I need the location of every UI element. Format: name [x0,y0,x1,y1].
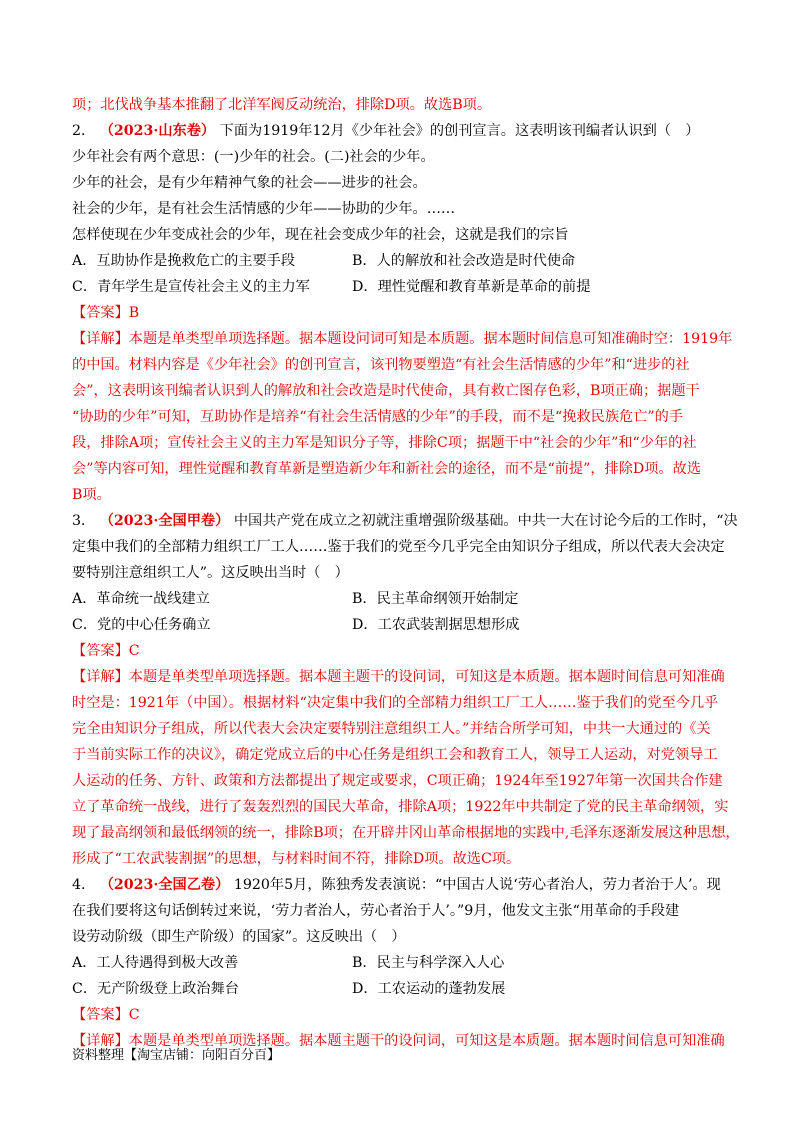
detail-line: 时空是：1921年（中国）。根据材料“决定集中我们的全部精力组织工厂工人……鉴于我们的党至今几乎 [72,695,719,711]
detail-block [72,664,740,872]
question-stem-line [72,118,732,144]
question-stem-line: 要特别注意组织工人”。这反映出当时（ ） [72,565,349,581]
material-line: 少年社会有两个意思：(一)少年的社会。(二)社会的少年。 [72,149,435,165]
question-source: （2023·全国甲卷） [99,513,230,529]
question-stem-text: 中国共产党在成立之初就注重增强阶级基础。中共一大在讨论今后的工作时，“决 [233,513,738,529]
option-a: A．革命统一战线建立 [72,591,210,607]
detail-line: 形成了“工农武装割据”的思想，与材料时间不符，排除D项。故选C项。 [72,851,521,867]
options-row [72,274,732,300]
answer-line [72,1002,732,1028]
option-b: B．民主革命纲领开始制定 [352,591,519,607]
option-c: C．党的中心任务确立 [72,617,211,633]
detail-block [72,326,732,508]
options-row [72,950,732,976]
option-c: C．青年学生是宣传社会主义的主力军 [72,279,310,295]
detail-line: 于当前实际工作的决议》，确定党成立后的中心任务是组织工会和教育工人，领导工人运动，对党领导工 [72,747,718,763]
option-b: B．人的解放和社会改造是时代使命 [352,253,576,269]
option-b: B．民主与科学深入人心 [352,955,505,971]
answer-label: 【答案】 [72,643,129,659]
detail-text: 本题是单类型单项选择题。据本题主题干的设问词，可知这是本质题。据本题时间信息可知准确 [128,669,725,685]
detail-line: 会”，这表明该刊编者认识到人的解放和社会改造是时代使命，具有救亡图存色彩，B项正确；据题干 [72,383,700,399]
question-4 [72,872,732,1054]
question-stem-line: 设劳动阶级（即生产阶级）的国家”。这反映出（ ） [72,929,406,945]
answer-value: C [128,643,140,659]
detail-line: B项。 [72,487,111,503]
detail-text: 本题是单类型单项选择题。据本题设问词可知是本质题。据本题时间信息可知准确时空：1919年 [128,331,733,347]
question-stem-text: 下面为1919年12月《少年社会》的创刊宣言。这表明该刊编者认识到（ ） [219,123,700,139]
options-row [72,976,732,1002]
detail-line: 段，排除A项；宣传社会主义的主力军是知识分子等，排除C项；据题干中“社会的少年”和“少年的社 [72,435,697,451]
question-number: 3． [72,513,96,529]
question-number: 4． [72,877,96,893]
options-row [72,586,732,612]
option-c: C．无产阶级登上政治舞台 [72,981,239,997]
material-line: 社会的少年，是有社会生活情感的少年——协助的少年。…… [72,201,456,217]
answer-value: B [128,305,140,321]
answer-label: 【答案】 [72,1007,129,1023]
detail-line: 会”等内容可知，理性觉醒和教育革新是塑造新少年和新社会的途径，而不是“前提”，排除D项。故选 [72,461,702,477]
option-d: D．理性觉醒和教育革新是革命的前提 [352,279,591,295]
option-d: D．工农武装割据思想形成 [352,617,520,633]
material-line: 少年的社会，是有少年精神气象的社会——进步的社会。 [72,175,427,191]
detail-label: 【详解】 [72,331,129,347]
detail-label: 【详解】 [72,1033,129,1049]
detail-text: 本题是单类型单项选择题。据本题主题干的设问词，可知这是本质题。据本题时间信息可知准确 [128,1033,725,1049]
detail-line: 现了最高纲领和最低纲领的统一，排除B项；在开辟井冈山革命根据地的实践中,毛泽东逐渐发展这种思想， [72,825,740,841]
detail-line: 人运动的任务、方针、政策和方法都提出了规定或要求，C项正确；1924年至1927年第一次国共合作建 [72,773,723,789]
question-2 [72,118,732,508]
question-source: （2023·山东卷） [99,123,216,139]
question-stem-text: 1920年5月，陈独秀发表演说：“中国古人说‘劳心者治人，劳力者治于人’。现 [233,877,721,893]
previous-explanation-tail: 项；北伐战争基本推翻了北洋军阀反动统治，排除D项。故选B项。 [72,97,492,113]
question-stem-line: 定集中我们的全部精力组织工厂工人……鉴于我们的党至今几乎完全由知识分子组成，所以代表大会决定 [72,539,725,555]
question-stem-line [72,508,738,534]
detail-line [72,326,732,352]
options-row [72,612,732,638]
detail-line: “协助的少年”可知，互助协作是培养“有社会生活情感的少年”的手段，而不是“挽救民族危亡”的手 [72,409,684,425]
document-body [72,92,740,1054]
material-line: 怎样使现在少年变成社会的少年，现在社会变成少年的社会，这就是我们的宗旨 [72,227,569,243]
question-source: （2023·全国乙卷） [99,877,230,893]
answer-value: C [128,1007,140,1023]
question-3 [72,508,740,872]
detail-line: 的中国。材料内容是《少年社会》的创刊宣言，该刊物要塑造“有社会生活情感的少年”和“进步的社 [72,357,690,373]
detail-line [72,664,732,690]
option-a: A．互助协作是挽救危亡的主要手段 [72,253,296,269]
answer-label: 【答案】 [72,305,129,321]
option-a: A．工人待遇得到极大改善 [72,955,239,971]
options-row [72,248,732,274]
detail-line: 完全由知识分子组成，所以代表大会决定要特别注意组织工人。”并结合所学可知，中共一大通过的《关 [72,721,711,737]
question-stem-line: 在我们要将这句话倒转过来说，‘劳力者治人，劳心者治于人’。”9月，他发文主张“用革命的手段建 [72,903,680,919]
option-d: D．工农运动的蓬勃发展 [352,981,506,997]
question-number: 2． [72,123,96,139]
question-stem-line [72,872,732,898]
answer-line [72,638,732,664]
detail-label: 【详解】 [72,669,129,685]
detail-line: 立了革命统一战线，进行了轰轰烈烈的国民大革命，排除A项；1922年中共制定了党的民主革命纲领，实 [72,799,729,815]
answer-line [72,300,732,326]
page-footer: 资料整理【淘宝店铺：向阳百分百】 [72,1048,281,1063]
